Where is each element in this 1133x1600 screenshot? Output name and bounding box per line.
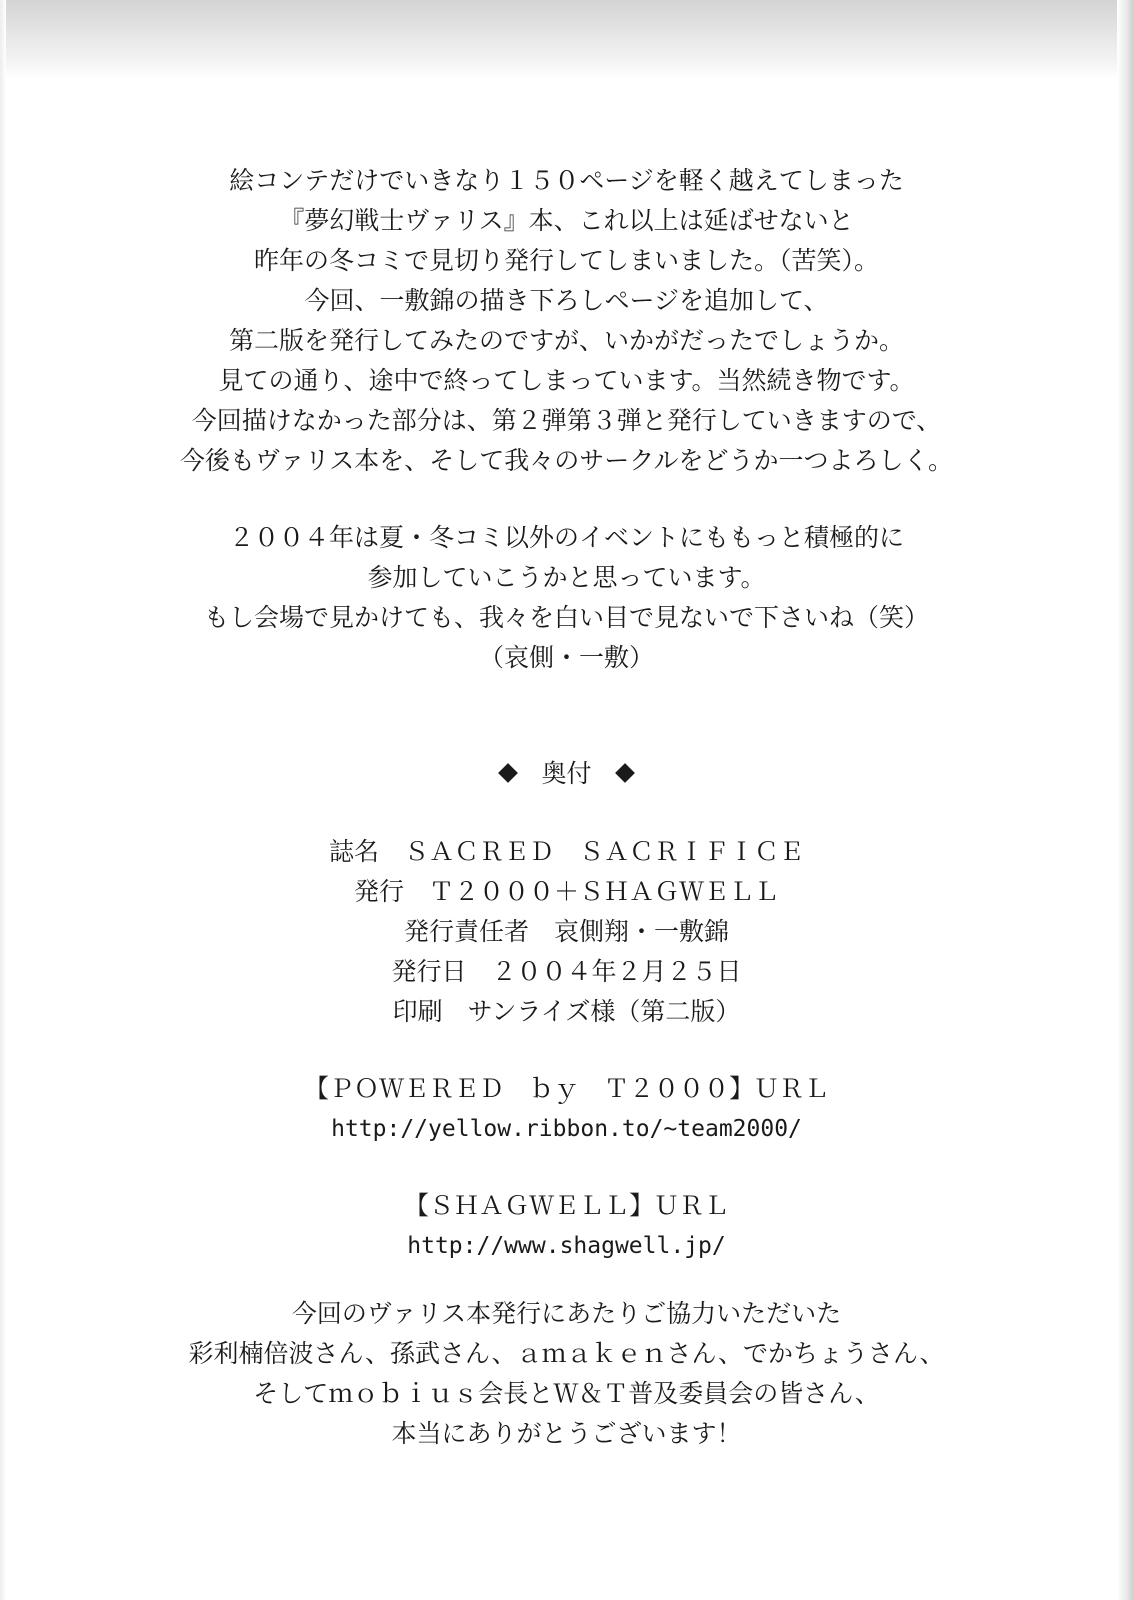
colophon-title: 誌名 ＳＡＣＲＥＤ ＳＡＣＲＩＦＩＣＥ	[328, 837, 804, 866]
colophon-printer: 印刷 サンライズ様（第二版）	[392, 997, 741, 1026]
afterword-line: 見ての通り、途中で終ってしまっています。当然続き物です。	[218, 366, 915, 395]
afterword-line: 『夢幻戦士ヴァリス』本、これ以上は延ばせないと	[279, 206, 854, 235]
colophon-heading	[0, 758, 1133, 790]
shagwell-url[interactable]: http://www.shagwell.jp/	[407, 1233, 726, 1259]
colophon-heading-text: 奥付	[541, 759, 592, 788]
shagwell-url-label: 【ＳＨＡＧＷＥＬＬ】ＵＲＬ	[403, 1191, 729, 1220]
scan-shadow-top	[0, 0, 1133, 78]
message-line: もし会場で見かけても、我々を白い目で見ないで下さいね（笑）	[203, 603, 929, 632]
message-line: 参加していこうかと思っています。	[367, 563, 766, 592]
thanks-line: 彩利楠倍波さん、孫武さん、ａｍａｋｅｎさん、でかちょうさん、	[188, 1339, 945, 1368]
afterword-line: 今後もヴァリス本を、そして我々のサークルをどうか一つよろしく。	[179, 446, 953, 475]
t2000-url[interactable]: http://yellow.ribbon.to/~team2000/	[331, 1116, 802, 1142]
t2000-url-label: 【ＰＯＷＥＲＥＤ ｂｙ Ｔ２０００】ＵＲＬ	[303, 1074, 829, 1103]
afterword-line: 今回描けなかった部分は、第２弾第３弾と発行していきますので、	[191, 406, 942, 435]
afterword-line: 昨年の冬コミで見切り発行してしまいました。（苦笑）。	[253, 246, 879, 275]
diamond-icon	[499, 763, 519, 783]
afterword-line: 今回、一敷錦の描き下ろしページを追加して、	[304, 286, 829, 315]
thanks-line: 本当にありがとうございます！	[391, 1419, 742, 1448]
message-line: ２００４年は夏・冬コミ以外のイベントにももっと積極的に	[228, 523, 904, 552]
colophon-responsible: 発行責任者 哀側翔・一敷錦	[403, 917, 729, 946]
colophon-date: 発行日 ２００４年２月２５日	[391, 957, 742, 986]
colophon-publisher: 発行 Ｔ２０００＋ＳＨＡＧＷＥＬＬ	[353, 877, 779, 906]
diamond-icon	[615, 763, 635, 783]
afterword-line: 第二版を発行してみたのですが、いかがだったでしょうか。	[228, 326, 904, 355]
afterword-line: 絵コンテだけでいきなり１５０ページを軽く越えてしまった	[229, 166, 904, 195]
message-signature: （哀側・一敷）	[478, 643, 654, 672]
thanks-line: 今回のヴァリス本発行にあたりご協力いただいた	[291, 1299, 842, 1328]
thanks-line: そしてｍｏｂｉｕｓ会長とＷ＆Ｔ普及委員会の皆さん、	[253, 1379, 880, 1408]
